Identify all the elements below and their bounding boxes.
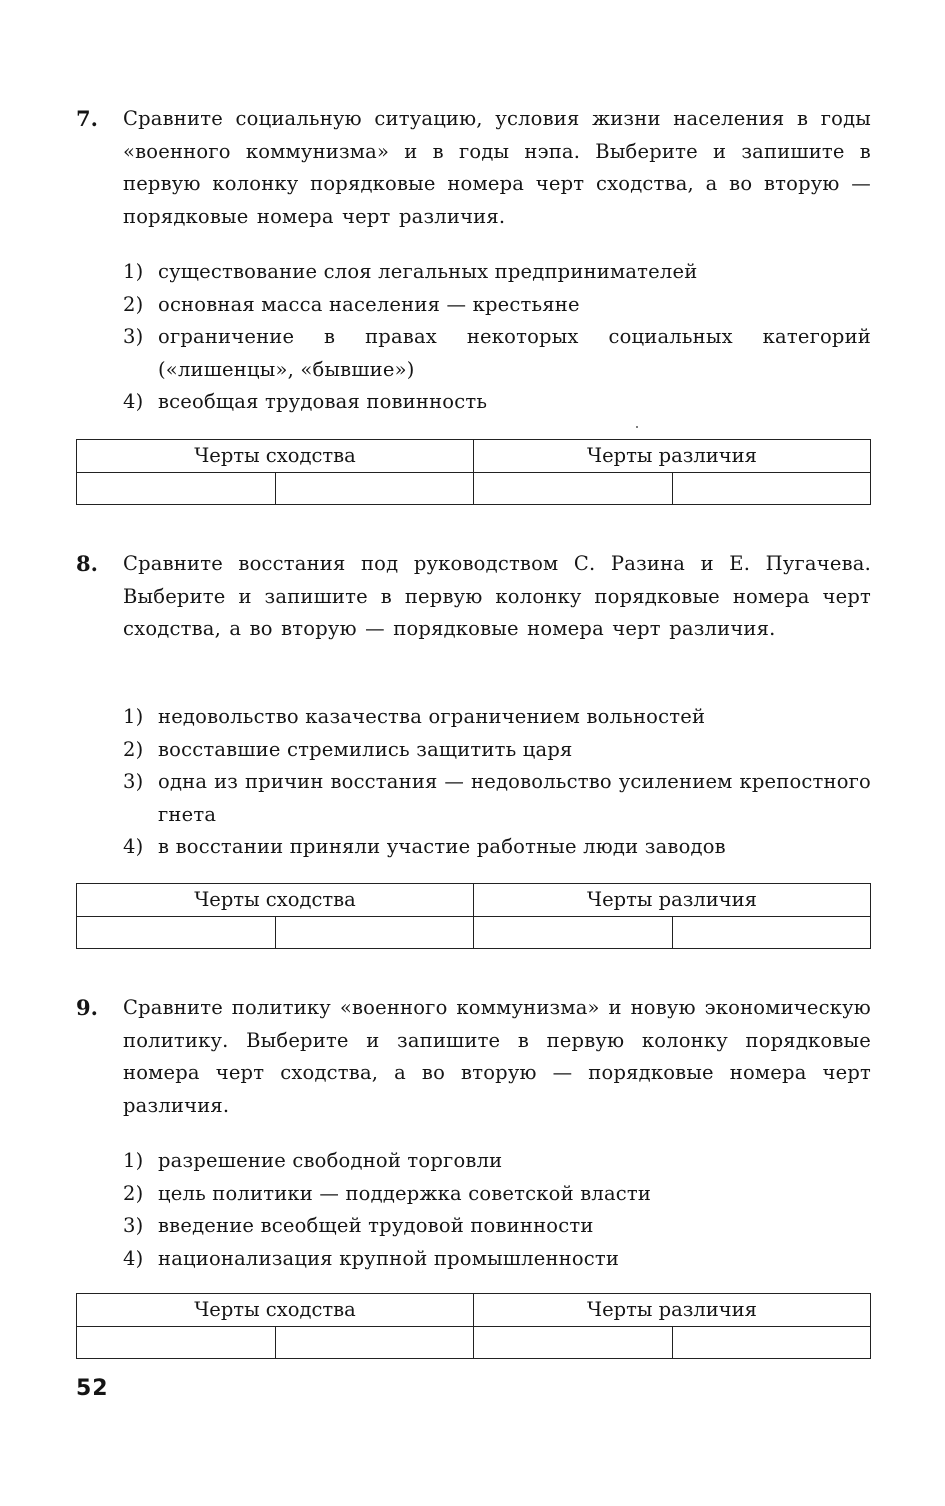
option-item xyxy=(123,289,871,322)
options-list xyxy=(123,256,871,419)
option-item xyxy=(123,701,871,734)
similarities-header: Черты сходства xyxy=(77,1294,474,1327)
option-number: 1) xyxy=(123,705,144,728)
option-text: национализация крупной промышленности xyxy=(158,1246,620,1270)
answer-table xyxy=(76,439,871,505)
similarity-cell-2[interactable] xyxy=(275,917,474,949)
task-number: 9. xyxy=(76,995,98,1020)
options-list xyxy=(123,701,871,864)
option-text: разрешение свободной торговли xyxy=(158,1149,503,1172)
option-item xyxy=(123,321,871,386)
option-text: всеобщая трудовая повинность xyxy=(158,390,488,413)
option-text: в восстании приняли участие работные люди заводов xyxy=(158,835,726,858)
scan-speck xyxy=(636,426,638,428)
differences-header: Черты различия xyxy=(474,1294,871,1327)
differences-header: Черты различия xyxy=(474,440,871,473)
similarities-header: Черты сходства xyxy=(77,884,474,917)
option-item xyxy=(123,1210,871,1243)
option-item xyxy=(123,734,871,767)
task-text: Сравните восстания под руководством С. Разина и Е. Пугачева. Выберите и запишите в первую колонку порядковые номера черт сходства, а во вторую — порядковые номера черт различия. xyxy=(123,552,871,640)
similarity-cell-2[interactable] xyxy=(275,1327,474,1359)
option-item xyxy=(123,1178,871,1211)
task-number: 8. xyxy=(76,551,98,576)
option-item xyxy=(123,386,871,419)
difference-cell-1[interactable] xyxy=(474,1327,673,1359)
similarity-cell-1[interactable] xyxy=(77,473,276,505)
difference-cell-2[interactable] xyxy=(672,917,871,949)
option-number: 1) xyxy=(123,1149,144,1172)
answer-row xyxy=(77,1327,871,1359)
similarity-cell-2[interactable] xyxy=(275,473,474,505)
option-number: 3) xyxy=(123,770,144,793)
option-number: 4) xyxy=(123,835,144,858)
option-number: 2) xyxy=(123,292,144,316)
answer-table xyxy=(76,1293,871,1359)
similarity-cell-1[interactable] xyxy=(77,917,276,949)
difference-cell-2[interactable] xyxy=(672,473,871,505)
table-header-row xyxy=(77,884,871,917)
option-number: 1) xyxy=(123,260,144,283)
answer-row xyxy=(77,917,871,949)
task-number: 7. xyxy=(76,106,98,131)
difference-cell-1[interactable] xyxy=(474,917,673,949)
option-text: восставшие стремились защитить царя xyxy=(158,737,573,761)
option-number: 4) xyxy=(123,1246,144,1270)
option-item xyxy=(123,1243,871,1276)
option-text: недовольство казачества ограничением вольностей xyxy=(158,705,706,728)
task-text: Сравните политику «военного коммунизма» и новую экономическую политику. Выберите и запишите в первую колонку порядковые номера черт сходства, а во вторую — порядковые номера черт различия. xyxy=(123,996,871,1117)
option-text: основная масса населения — крестьяне xyxy=(158,292,580,316)
difference-cell-1[interactable] xyxy=(474,473,673,505)
similarity-cell-1[interactable] xyxy=(77,1327,276,1359)
answer-table xyxy=(76,883,871,949)
answer-row xyxy=(77,473,871,505)
option-number: 3) xyxy=(123,325,144,348)
option-text: существование слоя легальных предпринимателей xyxy=(158,260,698,283)
option-number: 2) xyxy=(123,737,144,761)
option-item xyxy=(123,831,871,864)
options-list xyxy=(123,1145,871,1275)
option-number: 3) xyxy=(123,1214,144,1237)
option-item xyxy=(123,1145,871,1178)
table-header-row xyxy=(77,440,871,473)
option-number: 4) xyxy=(123,390,144,413)
differences-header: Черты различия xyxy=(474,884,871,917)
similarities-header: Черты сходства xyxy=(77,440,474,473)
task-text: Сравните социальную ситуацию, условия жизни населения в годы «военного коммунизма» и в годы нэпа. Выберите и запишите в первую колонку порядковые номера черт сходства, а во вторую — порядковые номера черт различия. xyxy=(123,107,871,228)
option-text: одна из причин восстания — недовольство усилением крепостного гнета xyxy=(158,770,871,826)
option-text: цель политики — поддержка советской власти xyxy=(158,1181,652,1205)
option-item xyxy=(123,766,871,831)
option-text: ограничение в правах некоторых социальных категорий («лишенцы», «бывшие») xyxy=(158,325,871,381)
page-number: 52 xyxy=(76,1376,109,1401)
difference-cell-2[interactable] xyxy=(672,1327,871,1359)
option-item xyxy=(123,256,871,289)
option-number: 2) xyxy=(123,1181,144,1205)
table-header-row xyxy=(77,1294,871,1327)
option-text: введение всеобщей трудовой повинности xyxy=(158,1214,594,1237)
